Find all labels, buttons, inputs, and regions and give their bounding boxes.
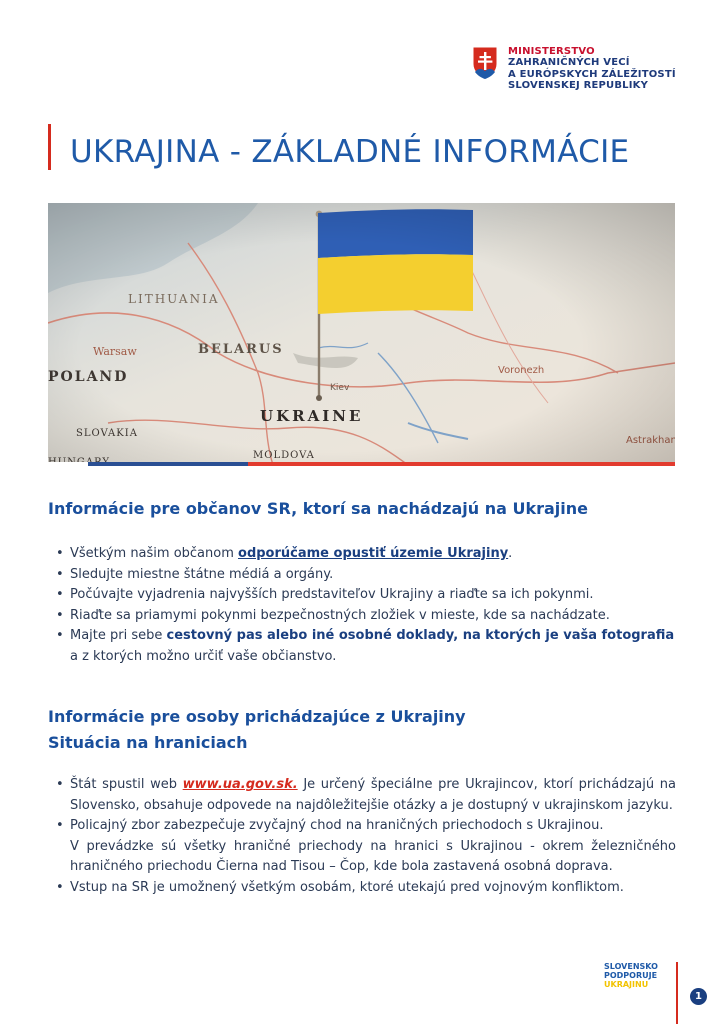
ukraine-map-illustration bbox=[48, 203, 675, 465]
list-item bbox=[56, 816, 676, 878]
list-item bbox=[56, 626, 678, 667]
list-item-text: Štát spustil web bbox=[70, 777, 183, 792]
list-item bbox=[56, 544, 678, 565]
ministry-line: MINISTERSTVO bbox=[508, 46, 595, 57]
ministry-name bbox=[508, 46, 676, 92]
list-item: • Sledujte miestne štátne médiá a orgány. bbox=[56, 565, 678, 586]
section2-list bbox=[56, 775, 676, 898]
slovak-coat-of-arms-icon bbox=[472, 46, 498, 80]
page-title: UKRAJINA - ZÁKLADNÉ INFORMÁCIE bbox=[70, 134, 630, 170]
title-accent-bar bbox=[48, 124, 51, 170]
ministry-line: SLOVENSKEJ REPUBLIKY bbox=[508, 80, 649, 92]
ua-gov-link[interactable]: www.ua.gov.sk. bbox=[182, 777, 298, 792]
list-item-text: Je určený špeciálne pre Ukrajincov, ktorí prichádzajú na Slovensko, obsahuje odpovede na najdôležitejšie otázky a je dostupný v ukrajinskom jazyku. bbox=[70, 777, 676, 813]
section2-heading: Informácie pre osoby prichádzajúce z Ukrajiny bbox=[48, 707, 466, 726]
section1-heading: Informácie pre občanov SR, ktorí sa nachádzajú na Ukrajine bbox=[48, 499, 588, 518]
list-item: • Počúvajte vyjadrenia najvyšších predstaviteľov Ukrajiny a riaďte sa ich pokynmi. bbox=[56, 585, 678, 606]
footer-logo-line: PODPORUJE bbox=[604, 971, 658, 980]
list-item-text: . bbox=[508, 546, 513, 561]
ministry-line: ZAHRANIČNÝCH VECÍ bbox=[508, 57, 630, 69]
list-item-text: Majte pri sebe bbox=[70, 628, 167, 643]
list-item: • Riaďte sa priamymi pokynmi bezpečnostných zložiek v mieste, kde sa nachádzate. bbox=[56, 606, 678, 627]
page-number: 1 bbox=[690, 988, 707, 1005]
list-item-text: Policajný zbor zabezpečuje zvyčajný chod na hraničných priechodoch s Ukrajinou. bbox=[70, 818, 604, 833]
documents-text: cestovný pas alebo iné osobné doklady, na ktorých je vaša fotografia bbox=[166, 628, 675, 643]
list-item: • Vstup na SR je umožnený všetkým osobám, ktoré utekajú pred vojnovým konfliktom. bbox=[56, 878, 676, 899]
recommend-leave-text: odporúčame opustiť územie Ukrajiny bbox=[238, 546, 509, 561]
hero-underline bbox=[48, 462, 675, 466]
list-item bbox=[56, 775, 676, 816]
ministry-logo bbox=[472, 46, 712, 106]
slovensko-podporuje-ukrajinu-logo bbox=[604, 962, 658, 989]
list-item-text: a z ktorých možno určiť vaše občianstvo. bbox=[70, 648, 337, 664]
footer-logo-line: SLOVENSKO bbox=[604, 962, 658, 971]
list-item-text: Všetkým našim občanom bbox=[70, 546, 239, 561]
footer-accent-bar bbox=[676, 962, 678, 1024]
hero-map-image bbox=[48, 203, 675, 465]
ministry-line: A EURÓPSKYCH ZÁLEŽITOSTÍ bbox=[508, 68, 676, 80]
section2-subheading: Situácia na hraniciach bbox=[48, 733, 248, 752]
section1-list bbox=[56, 544, 678, 667]
list-item-text: V prevádzke sú všetky hraničné priechody na hranici s Ukrajinou - okrem železničného hraničného priechodu Čierna nad Tisou – Čop, kde bola zastavená osobná doprava. bbox=[70, 838, 676, 874]
footer-logo-line: UKRAJINU bbox=[604, 980, 649, 989]
